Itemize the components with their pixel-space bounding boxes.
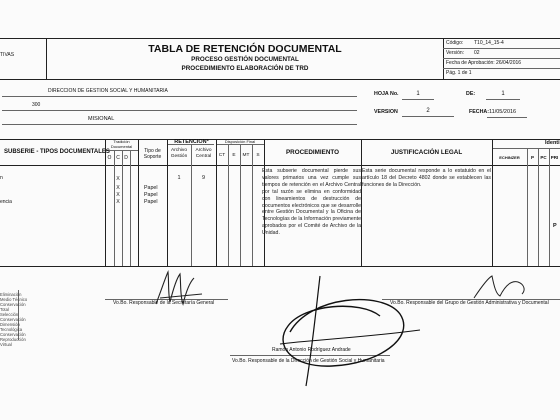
legend-item: Eliminación — [0, 292, 22, 297]
original-mark: X — [116, 176, 120, 182]
tradicion-column-header: Tradición Documental — [110, 139, 133, 149]
soporte-column-header: Tipo de Soporte — [143, 148, 162, 160]
de-label: DE: — [466, 91, 476, 97]
soporte-value: Papel — [144, 192, 158, 198]
archivo-gestion-header: Archivo Gestión — [170, 148, 188, 159]
archivo-central-header: Archivo Central — [195, 148, 212, 159]
original-mark: X — [116, 199, 120, 205]
column-e: E — [232, 153, 236, 158]
column-p: P — [530, 155, 534, 160]
hoja-label: HOJA No. — [374, 91, 399, 97]
legend-item: Conservación — [0, 302, 26, 307]
version-value: 2 — [426, 108, 430, 114]
identificacion-column-header: Identi — [545, 140, 560, 146]
handwritten-signature-3 — [470, 272, 530, 302]
legend-item: Tecnológica — [0, 327, 23, 332]
codigo-label: Código: — [446, 40, 464, 46]
proceso-value: MISIONAL — [88, 116, 115, 122]
legend-item: Total — [0, 307, 9, 312]
procedimiento-text: Esta subserie documental pierde sus valores primarios una vez cumple sus tiempos de retención en el Archivo Central por tal razón se elimina en conformidad con lineamientos de destrucción de documentos electrónicos que se desarrolle entre Gestión Documental y la Oficina de Tecnologías de la Información previamente aprobados por el Comité de Archivo de la Unidad. — [262, 168, 361, 237]
column-ct: CT — [218, 153, 226, 158]
version-label: VERSION — [374, 109, 398, 115]
column-pri: PRI — [550, 155, 559, 160]
column-s: S — [256, 153, 260, 158]
column-c: C — [116, 155, 120, 161]
hoja-value: 1 — [416, 91, 420, 97]
header-left-fragment: TIVAS — [0, 52, 15, 58]
disposicion-column-header: Disposición Final — [224, 139, 256, 144]
column-echinzer: ECHINZER — [499, 155, 520, 160]
series-fragment: encia — [0, 199, 12, 205]
vobo-secretaria-general: Vo.Bo. Responsable de la Secretaría General — [113, 300, 215, 306]
series-column-header: SUBSERIE - TIPOS DOCUMENTALES — [4, 149, 110, 155]
procedimiento-column-header: PROCEDIMIENTO — [285, 149, 340, 156]
header-version-label: Versión: — [446, 50, 465, 56]
page-number: Pág. 1 de 1 — [446, 70, 472, 76]
fecha-value: 11/05/2016 — [489, 109, 517, 115]
codigo-value: T10_14_15-4 — [474, 40, 504, 46]
vobo-direccion-gestion-social: Vo.Bo. Responsable de la Dirección de Gestión Social y Humanitaria — [232, 358, 385, 364]
codigo-dependencia-value: 300 — [32, 102, 41, 108]
fecha-label: FECHA: — [469, 109, 490, 115]
legend-item: Conservación — [0, 332, 26, 337]
soporte-value: Papel — [144, 185, 158, 191]
retencion-column-header: RETENCION* — [174, 139, 209, 145]
column-d: D — [124, 155, 128, 161]
document-title: TABLA DE RETENCIÓN DOCUMENTAL — [148, 43, 342, 55]
soporte-value: Papel — [144, 199, 158, 205]
de-value: 1 — [501, 91, 505, 97]
legend-item: Selección — [0, 312, 19, 317]
justificacion-text: Esta serie documental responde a lo estatuido en el artículo 18 del Decreto 4802 donde se establecen las funciones de la Dirección. — [362, 168, 491, 188]
justificacion-column-header: JUSTIFICACIÓN LEGAL — [390, 149, 463, 156]
fecha-aprobacion: Fecha de Aprobación: 26/04/2016 — [446, 60, 522, 66]
right-column-fragment: P — [553, 223, 557, 229]
dependencia-value: DIRECCION DE GESTION SOCIAL Y HUMANITARIA — [48, 88, 168, 94]
series-fragment: n — [0, 175, 3, 181]
procedure-subtitle: PROCEDIMIENTO ELABORACIÓN DE TRD — [181, 65, 309, 72]
signatory-name: Ramón Antonio Rodríguez Andrade — [272, 347, 351, 353]
header-version-value: 02 — [474, 50, 480, 56]
legend-item: Conservación — [0, 317, 26, 322]
original-mark: X — [116, 185, 120, 191]
legend-item: Dimensión — [0, 322, 20, 327]
process-subtitle: PROCESO GESTIÓN DOCUMENTAL — [191, 56, 299, 63]
handwritten-signature-1 — [150, 268, 210, 310]
original-mark: X — [116, 192, 120, 198]
retencion-gestion-value: 1 — [177, 175, 181, 181]
column-pc: PC — [540, 155, 547, 160]
vobo-gestion-administrativa: Vo.Bo. Responsable del Grupo de Gestión Administrativa y Documental — [390, 300, 549, 306]
column-o: O — [107, 155, 112, 161]
handwritten-signature-2 — [250, 270, 430, 390]
column-mt: MT — [242, 153, 250, 158]
legend-item: Virtual — [0, 342, 12, 347]
retencion-central-value: 9 — [201, 175, 206, 181]
legend-item: Medio Técnico — [0, 297, 28, 302]
legend-item: Reproducción — [0, 337, 26, 342]
